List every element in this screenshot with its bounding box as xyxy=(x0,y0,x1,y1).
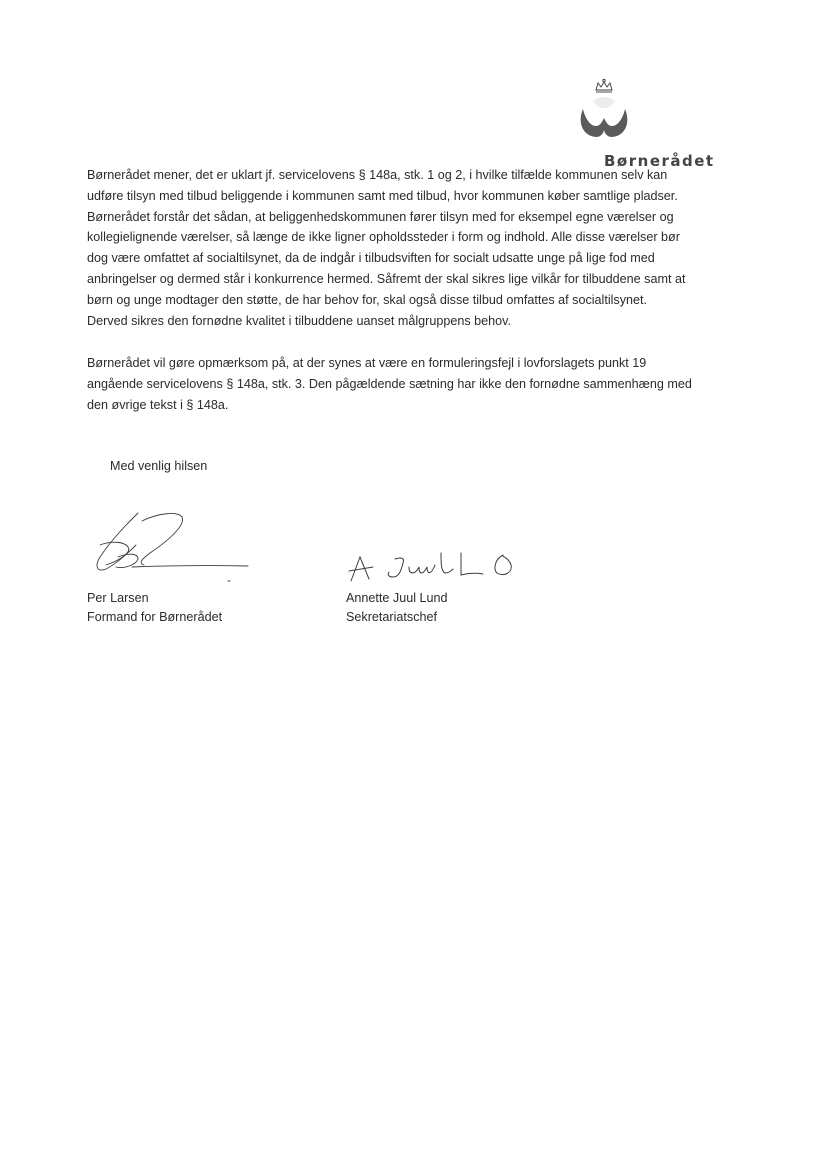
logo-wordmark: Børnerådet xyxy=(604,152,715,170)
text-line: dog være omfattet af socialtilsynet, da de indgår i tilbudsviften for socialt udsatte unge på lige fod med xyxy=(87,251,655,266)
text-line: Børnerådet mener, det er uklart jf. servicelovens § 148a, stk. 1 og 2, i hvilke tilfælde kommunen selv kan xyxy=(87,168,668,182)
signer-annette-juul-lund xyxy=(346,589,448,626)
text-line: angående servicelovens § 148a, stk. 3. Den pågældende sætning har ikke den fornødne sammenhæng med xyxy=(87,376,692,391)
logo-mark xyxy=(575,78,735,153)
crown-icon xyxy=(596,79,612,92)
text-line: børn og unge modtager den støtte, de har behov for, skal også disse tilbud omfattes af socialtilsynet. xyxy=(87,292,648,307)
signer-name: Annette Juul Lund xyxy=(346,591,448,605)
heart-figure-icon xyxy=(581,97,628,137)
paragraph-1 xyxy=(87,165,747,331)
text-line: Børnerådet vil gøre opmærksom på, at der synes at være en formuleringsfejl i lovforslagets punkt 19 xyxy=(87,356,647,370)
closing-greeting: Med venlig hilsen xyxy=(110,459,208,473)
text-line: kollegielignende værelser, så længe de ikke ligner opholdssteder i form og indhold. Alle disse værelser bør xyxy=(87,230,680,245)
signer-title: Formand for Børnerådet xyxy=(87,609,223,624)
text-line: anbringelser og dermed står i konkurrence hermed. Såfremt der skal sikres lige vilkår for tilbuddene samt at xyxy=(87,271,686,286)
signer-name: Per Larsen xyxy=(87,591,149,605)
text-line: Børnerådet forstår det sådan, at beliggenhedskommunen fører tilsyn med for eksempel egne værelser og xyxy=(87,209,674,224)
borneraadet-logo xyxy=(575,78,735,173)
signature-per-larsen xyxy=(88,505,253,585)
text-line: Derved sikres den fornødne kvalitet i tilbuddene uanset målgruppens behov. xyxy=(87,313,512,328)
text-line: udføre tilsyn med tilbud beliggende i kommunen samt med tilbud, hvor kommunen køber samtlige pladser. xyxy=(87,188,678,203)
paragraph-2 xyxy=(87,353,747,415)
signer-per-larsen xyxy=(87,589,222,626)
signer-title: Sekretariatschef xyxy=(346,609,437,624)
text-line: den øvrige tekst i § 148a. xyxy=(87,397,229,412)
signature-annette-juul-lund xyxy=(345,545,525,585)
